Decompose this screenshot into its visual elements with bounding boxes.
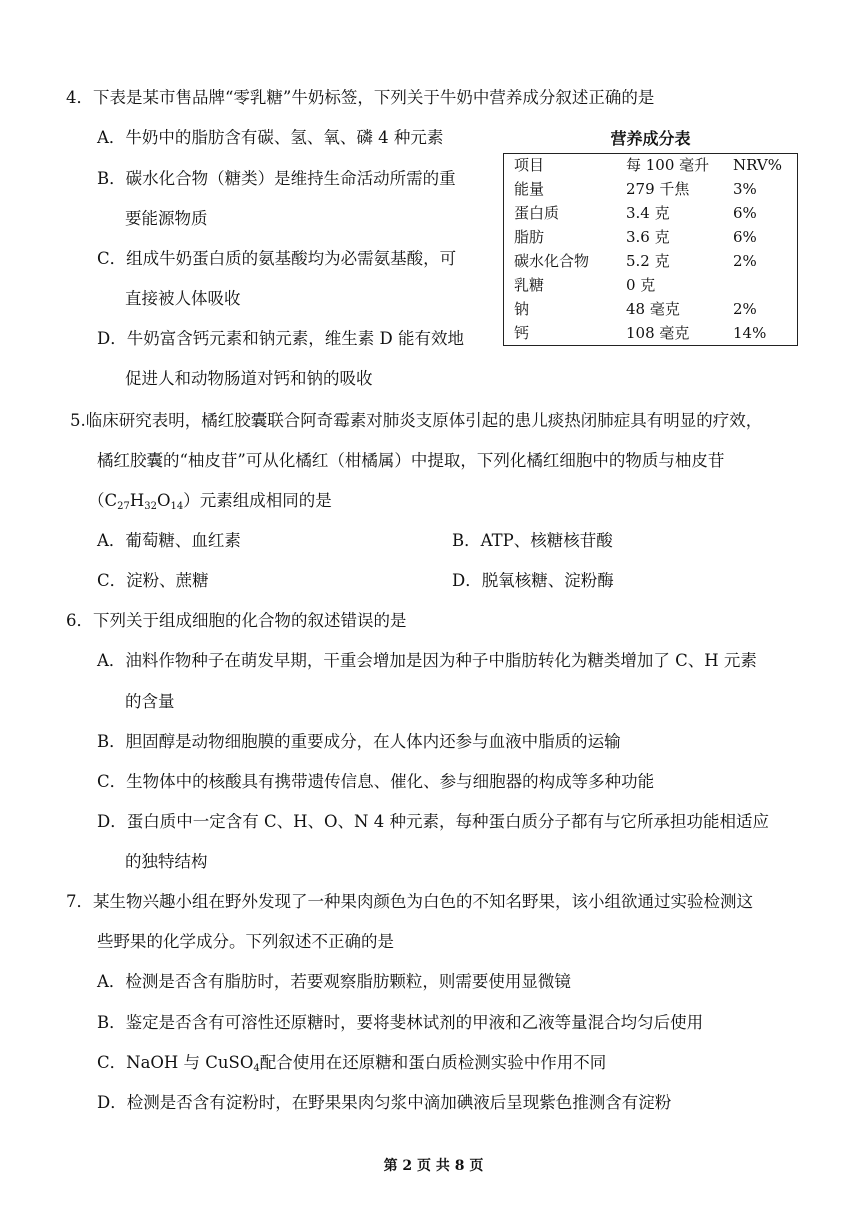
option-label: D． [452, 571, 482, 590]
table-cell: 钠 [514, 300, 530, 318]
table-row [504, 322, 797, 346]
table-header-cell: 每 100 毫升 [626, 156, 710, 174]
option-text: 生物体中的核酸具有携带遗传信息、催化、参与细胞器的构成等多种功能 [126, 772, 655, 791]
option-text: 胆固醇是动物细胞膜的重要成分，在人体内还参与血液中脂质的运输 [125, 732, 621, 751]
table-cell: 14% [733, 324, 767, 342]
q4-stem: 4．下表是某市售品牌“零乳糖”牛奶标签，下列关于牛奶中营养成分叙述正确的是 [66, 88, 655, 107]
question-text: 临床研究表明，橘红胶囊联合阿奇霉素对肺炎支原体引起的患儿痰热闭肺症具有明显的疗效， [85, 411, 763, 430]
table-header-cell: NRV% [733, 156, 782, 174]
table-cell: 3.6 克 [626, 228, 670, 246]
table-header-cell: 项目 [514, 156, 545, 174]
option-label: B． [97, 1013, 126, 1032]
option-label: C． [97, 772, 127, 791]
table-header-row [504, 154, 797, 178]
option-label: A． [97, 531, 126, 550]
option-text: 检测是否含有淀粉时，在野果果肉匀浆中滴加碘液后呈现紫色推测含有淀粉 [126, 1093, 672, 1112]
nutrition-table-title: 营养成分表 [610, 129, 691, 148]
table-row [504, 298, 797, 322]
q5-option-d [452, 573, 614, 590]
option-label: D． [97, 1093, 127, 1112]
q6-option-b [97, 734, 621, 751]
q6-stem: 6．下列关于组成细胞的化合物的叙述错误的是 [66, 611, 407, 630]
option-text: 淀粉、蔗糖 [126, 571, 209, 590]
table-cell: 48 毫克 [626, 300, 680, 318]
formula-subscript: 14 [170, 501, 184, 512]
option-text: 组成牛奶蛋白质的氨基酸均为必需氨基酸，可 [126, 249, 457, 268]
formula-part: H [129, 491, 145, 510]
table-cell: 2% [733, 252, 757, 270]
option-label: B． [452, 531, 481, 550]
q6-option-a [97, 653, 757, 670]
q5-option-a [97, 533, 241, 550]
table-row [504, 250, 797, 274]
table-cell: 279 千焦 [626, 180, 690, 198]
option-text: 检测是否含有脂肪时，若要观察脂肪颗粒，则需要使用显微镜 [125, 972, 571, 991]
table-cell: 乳糖 [514, 276, 545, 294]
table-row [504, 202, 797, 226]
q6-option-a-cont: 的含量 [125, 692, 175, 711]
option-label: C． [97, 571, 127, 590]
option-text: 鉴定是否含有可溶性还原糖时，要将斐林试剂的甲液和乙液等量混合均匀后使用 [125, 1013, 704, 1032]
option-label: A． [97, 128, 126, 147]
q5-stem-line3 [88, 493, 332, 510]
table-row [504, 226, 797, 250]
formula-subscript: 4 [253, 1063, 260, 1074]
q4-option-d-cont: 促进人和动物肠道对钙和钠的吸收 [125, 369, 373, 388]
question-number: 5. [70, 411, 86, 430]
table-cell: 3% [733, 180, 757, 198]
table-cell: 0 克 [626, 276, 656, 294]
q4-option-b [97, 171, 456, 188]
q5-stem-line1 [70, 413, 762, 430]
q4-option-b-cont: 要能源物质 [125, 209, 208, 228]
table-cell: 108 毫克 [626, 324, 690, 342]
q7-stem-line1: 7．某生物兴趣小组在野外发现了一种果肉颜色为白色的不知名野果，该小组欲通过实验检测这 [66, 892, 753, 911]
q6-option-d [97, 814, 769, 831]
q6-option-d-cont: 的独特结构 [125, 852, 208, 871]
q4-option-c-cont: 直接被人体吸收 [125, 289, 241, 308]
q7-option-a [97, 974, 571, 991]
table-cell: 能量 [514, 180, 545, 198]
option-label: D． [97, 812, 127, 831]
table-cell: 6% [733, 204, 757, 222]
q4-option-a [97, 130, 443, 147]
option-text: 配合使用在还原糖和蛋白质检测实验中作用不同 [259, 1053, 607, 1072]
table-cell: 2% [733, 300, 757, 318]
q7-option-b [97, 1015, 703, 1032]
formula-part: O [156, 491, 171, 510]
option-text: 葡萄糖、血红素 [125, 531, 241, 550]
q6-option-c [97, 774, 654, 791]
formula-part: （C [88, 491, 118, 510]
table-cell: 3.4 克 [626, 204, 670, 222]
q4-option-c [97, 251, 456, 268]
option-text: ATP、核糖核苷酸 [480, 531, 613, 550]
option-label: A． [97, 651, 126, 670]
q4-option-d [97, 331, 464, 348]
question-text: ）元素组成相同的是 [183, 491, 332, 510]
table-row [504, 178, 797, 202]
table-cell: 钙 [514, 324, 530, 342]
table-cell: 6% [733, 228, 757, 246]
option-text: 油料作物种子在萌发早期，干重会增加是因为种子中脂肪转化为糖类增加了 C、H 元素 [125, 651, 757, 670]
formula-subscript: 32 [144, 501, 157, 512]
option-text: 牛奶富含钙元素和钠元素，维生素 D 能有效地 [126, 329, 464, 348]
q5-option-c [97, 573, 209, 590]
option-label: B． [97, 732, 126, 751]
option-label: C． [97, 1053, 127, 1072]
q7-option-c [97, 1055, 606, 1072]
formula-subscript: 27 [117, 501, 130, 512]
option-text: 脱氧核糖、淀粉酶 [481, 571, 614, 590]
q5-option-b [452, 533, 613, 550]
option-label: C． [97, 249, 127, 268]
table-cell: 蛋白质 [514, 204, 560, 222]
option-label: A． [97, 972, 126, 991]
table-cell: 5.2 克 [626, 252, 670, 270]
option-text: 蛋白质中一定含有 C、H、O、N 4 种元素，每种蛋白质分子都有与它所承担功能相适应 [126, 812, 769, 831]
nutrition-table [503, 153, 798, 346]
q7-stem-line2: 些野果的化学成分。下列叙述不正确的是 [97, 932, 394, 951]
option-label: B． [97, 169, 126, 188]
option-text: 碳水化合物（糖类）是维持生命活动所需的重 [125, 169, 456, 188]
formula-part: NaOH 与 CuSO [126, 1053, 254, 1072]
table-cell: 脂肪 [514, 228, 545, 246]
table-row [504, 274, 797, 298]
option-text: 牛奶中的脂肪含有碳、氢、氧、磷 4 种元素 [125, 128, 444, 147]
table-cell: 碳水化合物 [514, 252, 590, 270]
option-label: D． [97, 329, 127, 348]
q7-option-d [97, 1095, 671, 1112]
page-footer: 第 2 页 共 8 页 [383, 1158, 484, 1174]
q5-stem-line2: 橘红胶囊的“柚皮苷”可从化橘红（柑橘属）中提取，下列化橘红细胞中的物质与柚皮苷 [97, 451, 725, 470]
